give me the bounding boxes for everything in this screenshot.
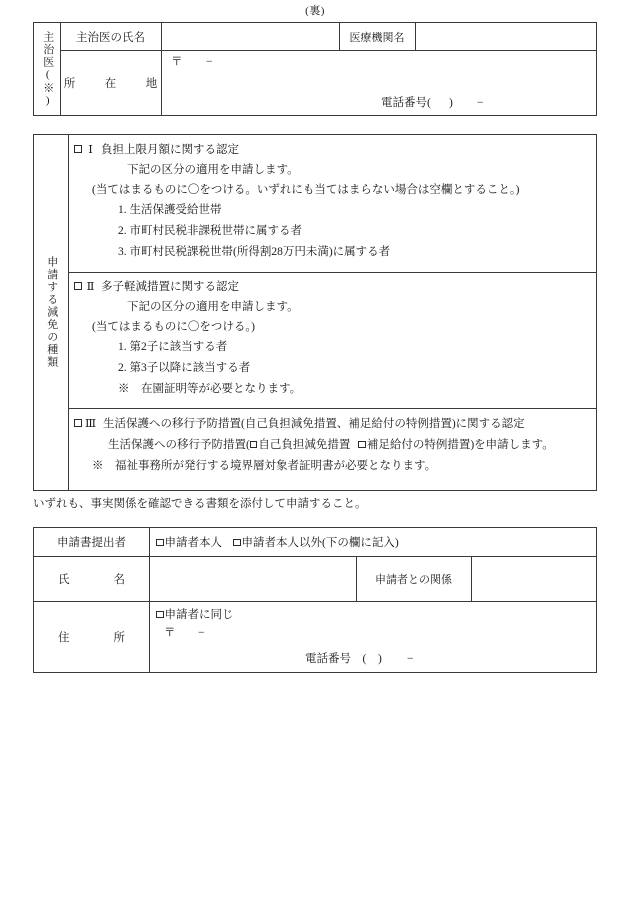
doctor-col-divider-2 bbox=[161, 23, 162, 115]
section-3-line2 bbox=[108, 438, 554, 452]
submitter-phone-close-paren: ) bbox=[378, 653, 382, 665]
section-1-item-2[interactable]: 2. 市町村民税非課税世帯に属する者 bbox=[118, 225, 302, 237]
page-side-mark: (裏) bbox=[305, 5, 325, 17]
doctor-institution-label: 医療機関名 bbox=[349, 31, 405, 44]
section-3-numeral: Ⅲ bbox=[84, 418, 97, 430]
reduction-section-3 bbox=[34, 408, 596, 490]
submitter-postal-mark: 〒 bbox=[164, 627, 176, 639]
reduction-section-2 bbox=[34, 272, 596, 408]
section-3-option2-checkbox[interactable] bbox=[358, 441, 366, 449]
section-1-instruction: (当てはまるものに〇をつける。いずれにも当てはまらない場合は空欄とすること。) bbox=[92, 184, 520, 196]
same-as-applicant-checkbox[interactable] bbox=[156, 611, 164, 619]
section-3-heading-row bbox=[74, 417, 525, 431]
reduction-vertical-label: 申請する減免の種類 bbox=[45, 256, 58, 369]
section-1-subheading: 下記の区分の適用を申請します。 bbox=[127, 164, 299, 176]
doctor-postal-dash: − bbox=[206, 56, 213, 68]
section-3-option1-label: 自己負担減免措置 bbox=[258, 439, 351, 451]
section-2-note: ※ 在園証明等が必要となります。 bbox=[118, 383, 302, 395]
submitter-other-checkbox[interactable] bbox=[233, 539, 241, 547]
attachment-note: いずれも、事実関係を確認できる書類を添付して申請すること。 bbox=[33, 498, 367, 510]
reduction-section-1 bbox=[34, 135, 596, 272]
submitter-self-label: 申請者本人 bbox=[164, 537, 222, 549]
submitter-address-label: 住 所 bbox=[58, 631, 132, 644]
section-2-item-2[interactable]: 2. 第3子以降に該当する者 bbox=[118, 362, 251, 374]
submitter-phone-dash: − bbox=[407, 653, 414, 665]
doctor-phone-label: 電話番号( bbox=[381, 97, 431, 109]
doctor-postal-mark: 〒 bbox=[171, 56, 183, 68]
section-2-item-1[interactable]: 1. 第2子に該当する者 bbox=[118, 341, 228, 353]
section-1-heading: 負担上限月額に関する認定 bbox=[101, 144, 239, 156]
submitter-col-divider-1 bbox=[149, 528, 150, 672]
submitter-col-divider-3 bbox=[471, 556, 472, 601]
section-1-item-3[interactable]: 3. 市町村民税課税世帯(所得割28万円未満)に属する者 bbox=[118, 246, 391, 258]
submitter-phone-label: 電話番号 ( bbox=[305, 653, 367, 665]
doctor-table bbox=[33, 22, 597, 116]
submitter-options-row bbox=[156, 536, 399, 550]
doctor-phone-dash: − bbox=[477, 97, 484, 109]
doctor-phone-close-paren: ) bbox=[449, 97, 453, 109]
section-2-heading: 多子軽減措置に関する認定 bbox=[101, 281, 239, 293]
section-3-heading: 生活保護への移行予防措置(自己負担減免措置、補足給付の特例措置)に関する認定 bbox=[103, 418, 525, 430]
section-1-checkbox[interactable] bbox=[74, 145, 82, 153]
same-as-applicant-label: 申請者に同じ bbox=[164, 609, 234, 621]
section-2-subheading: 下記の区分の適用を申請します。 bbox=[127, 301, 299, 313]
section-3-checkbox[interactable] bbox=[74, 419, 82, 427]
doctor-vertical-label: 主治医(※) bbox=[41, 30, 54, 108]
doctor-name-label: 主治医の氏名 bbox=[76, 31, 145, 44]
section-3-option2-label: 補足給付の特例措置 bbox=[366, 439, 471, 451]
section-1-heading-row bbox=[74, 143, 239, 157]
submitter-name-label: 氏 名 bbox=[58, 573, 132, 586]
submitter-relation-label: 申請者との関係 bbox=[375, 573, 452, 586]
section-2-instruction: (当てはまるものに〇をつける。) bbox=[92, 321, 255, 333]
section-2-checkbox[interactable] bbox=[74, 282, 82, 290]
section-2-heading-row bbox=[74, 280, 239, 294]
section-1-item-1[interactable]: 1. 生活保護受給世帯 bbox=[118, 204, 222, 216]
submitter-same-address-row bbox=[156, 608, 234, 622]
submitter-label: 申請書提出者 bbox=[57, 537, 126, 549]
section-3-option1-checkbox[interactable] bbox=[250, 441, 258, 449]
doctor-col-divider-4 bbox=[415, 23, 416, 50]
section-3-line2-suffix: )を申請します。 bbox=[470, 439, 554, 451]
submitter-table bbox=[33, 527, 597, 673]
submitter-other-label: 申請者本人以外(下の欄に記入) bbox=[241, 537, 399, 549]
submitter-self-checkbox[interactable] bbox=[156, 539, 164, 547]
section-3-line2-prefix: 生活保護への移行予防措置( bbox=[108, 439, 250, 451]
reduction-table bbox=[33, 134, 597, 491]
section-2-numeral: Ⅱ bbox=[86, 281, 95, 293]
doctor-address-label: 所 在 地 bbox=[63, 77, 167, 90]
submitter-postal-dash: − bbox=[198, 627, 205, 639]
section-1-numeral: Ⅰ bbox=[88, 144, 93, 156]
section-3-note: ※ 福祉事務所が発行する境界層対象者証明書が必要となります。 bbox=[92, 460, 437, 472]
